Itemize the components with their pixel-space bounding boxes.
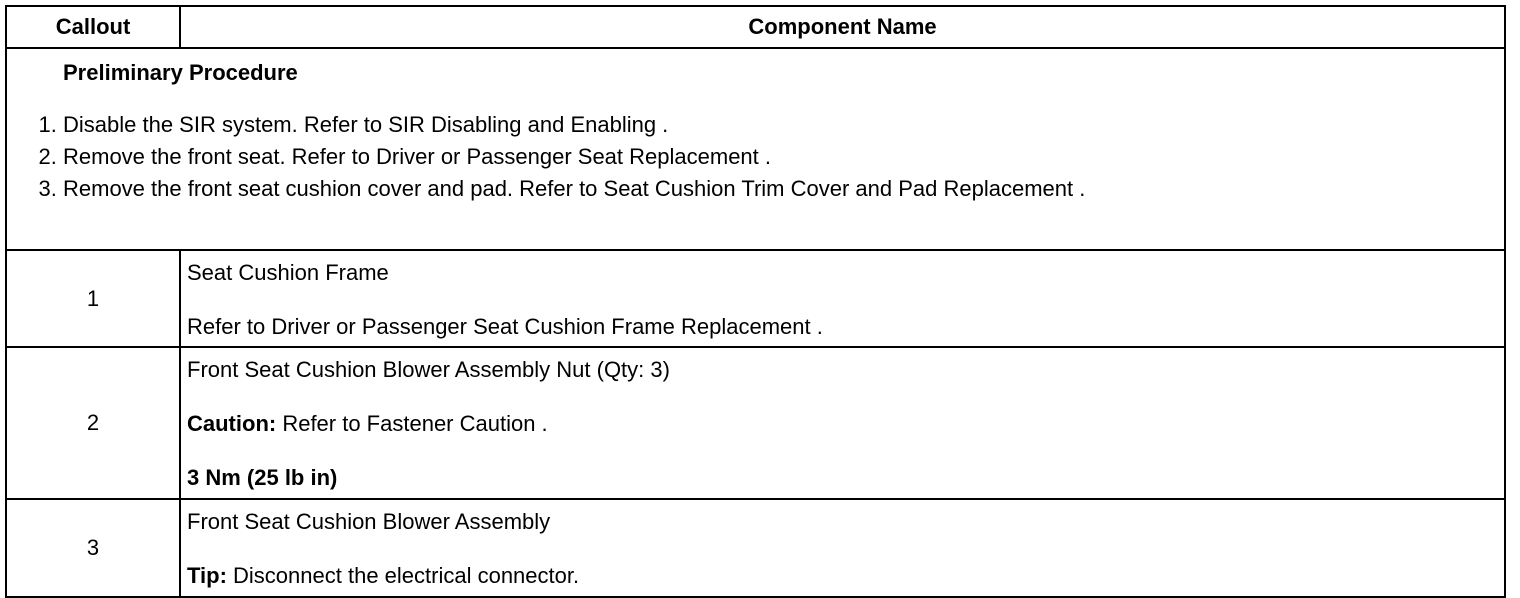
callout-number: 2 xyxy=(6,347,180,499)
table-row xyxy=(6,347,1505,499)
caution-text: Refer to Fastener Caution . xyxy=(276,411,548,436)
torque-spec: 3 Nm (25 lb in) xyxy=(187,465,338,490)
preliminary-step: 2. Remove the front seat. Refer to Driver or Passenger Seat Replacement . xyxy=(63,141,1504,173)
callout-number: 3 xyxy=(6,499,180,597)
preliminary-row xyxy=(6,48,1505,250)
procedure-table xyxy=(5,5,1506,598)
component-cell xyxy=(180,347,1505,499)
preliminary-step: 1. Disable the SIR system. Refer to SIR Disabling and Enabling . xyxy=(63,109,1504,141)
component-name: Front Seat Cushion Blower Assembly Nut (Qty: 3) xyxy=(187,357,670,382)
tip-label: Tip: xyxy=(187,563,227,588)
caution-line xyxy=(187,408,1504,440)
preliminary-title: Preliminary Procedure xyxy=(63,60,298,85)
component-name: Front Seat Cushion Blower Assembly xyxy=(187,509,551,534)
header-callout: Callout xyxy=(6,6,180,48)
callout-number: 1 xyxy=(6,250,180,347)
header-component-name: Component Name xyxy=(180,6,1505,48)
preliminary-step: 3. Remove the front seat cushion cover and pad. Refer to Seat Cushion Trim Cover and Pad Replacement . xyxy=(63,173,1504,205)
component-cell xyxy=(180,499,1505,597)
table-row xyxy=(6,250,1505,347)
table-row xyxy=(6,499,1505,597)
preliminary-cell xyxy=(6,48,1505,250)
caution-label: Caution: xyxy=(187,411,277,436)
tip-text: Disconnect the electrical connector. xyxy=(226,563,580,588)
tip-line xyxy=(187,560,1504,592)
component-name: Seat Cushion Frame xyxy=(187,260,389,285)
component-cell xyxy=(180,250,1505,347)
header-row xyxy=(6,6,1505,48)
component-note: Refer to Driver or Passenger Seat Cushion Frame Replacement . xyxy=(187,314,823,339)
preliminary-steps xyxy=(7,109,1504,205)
